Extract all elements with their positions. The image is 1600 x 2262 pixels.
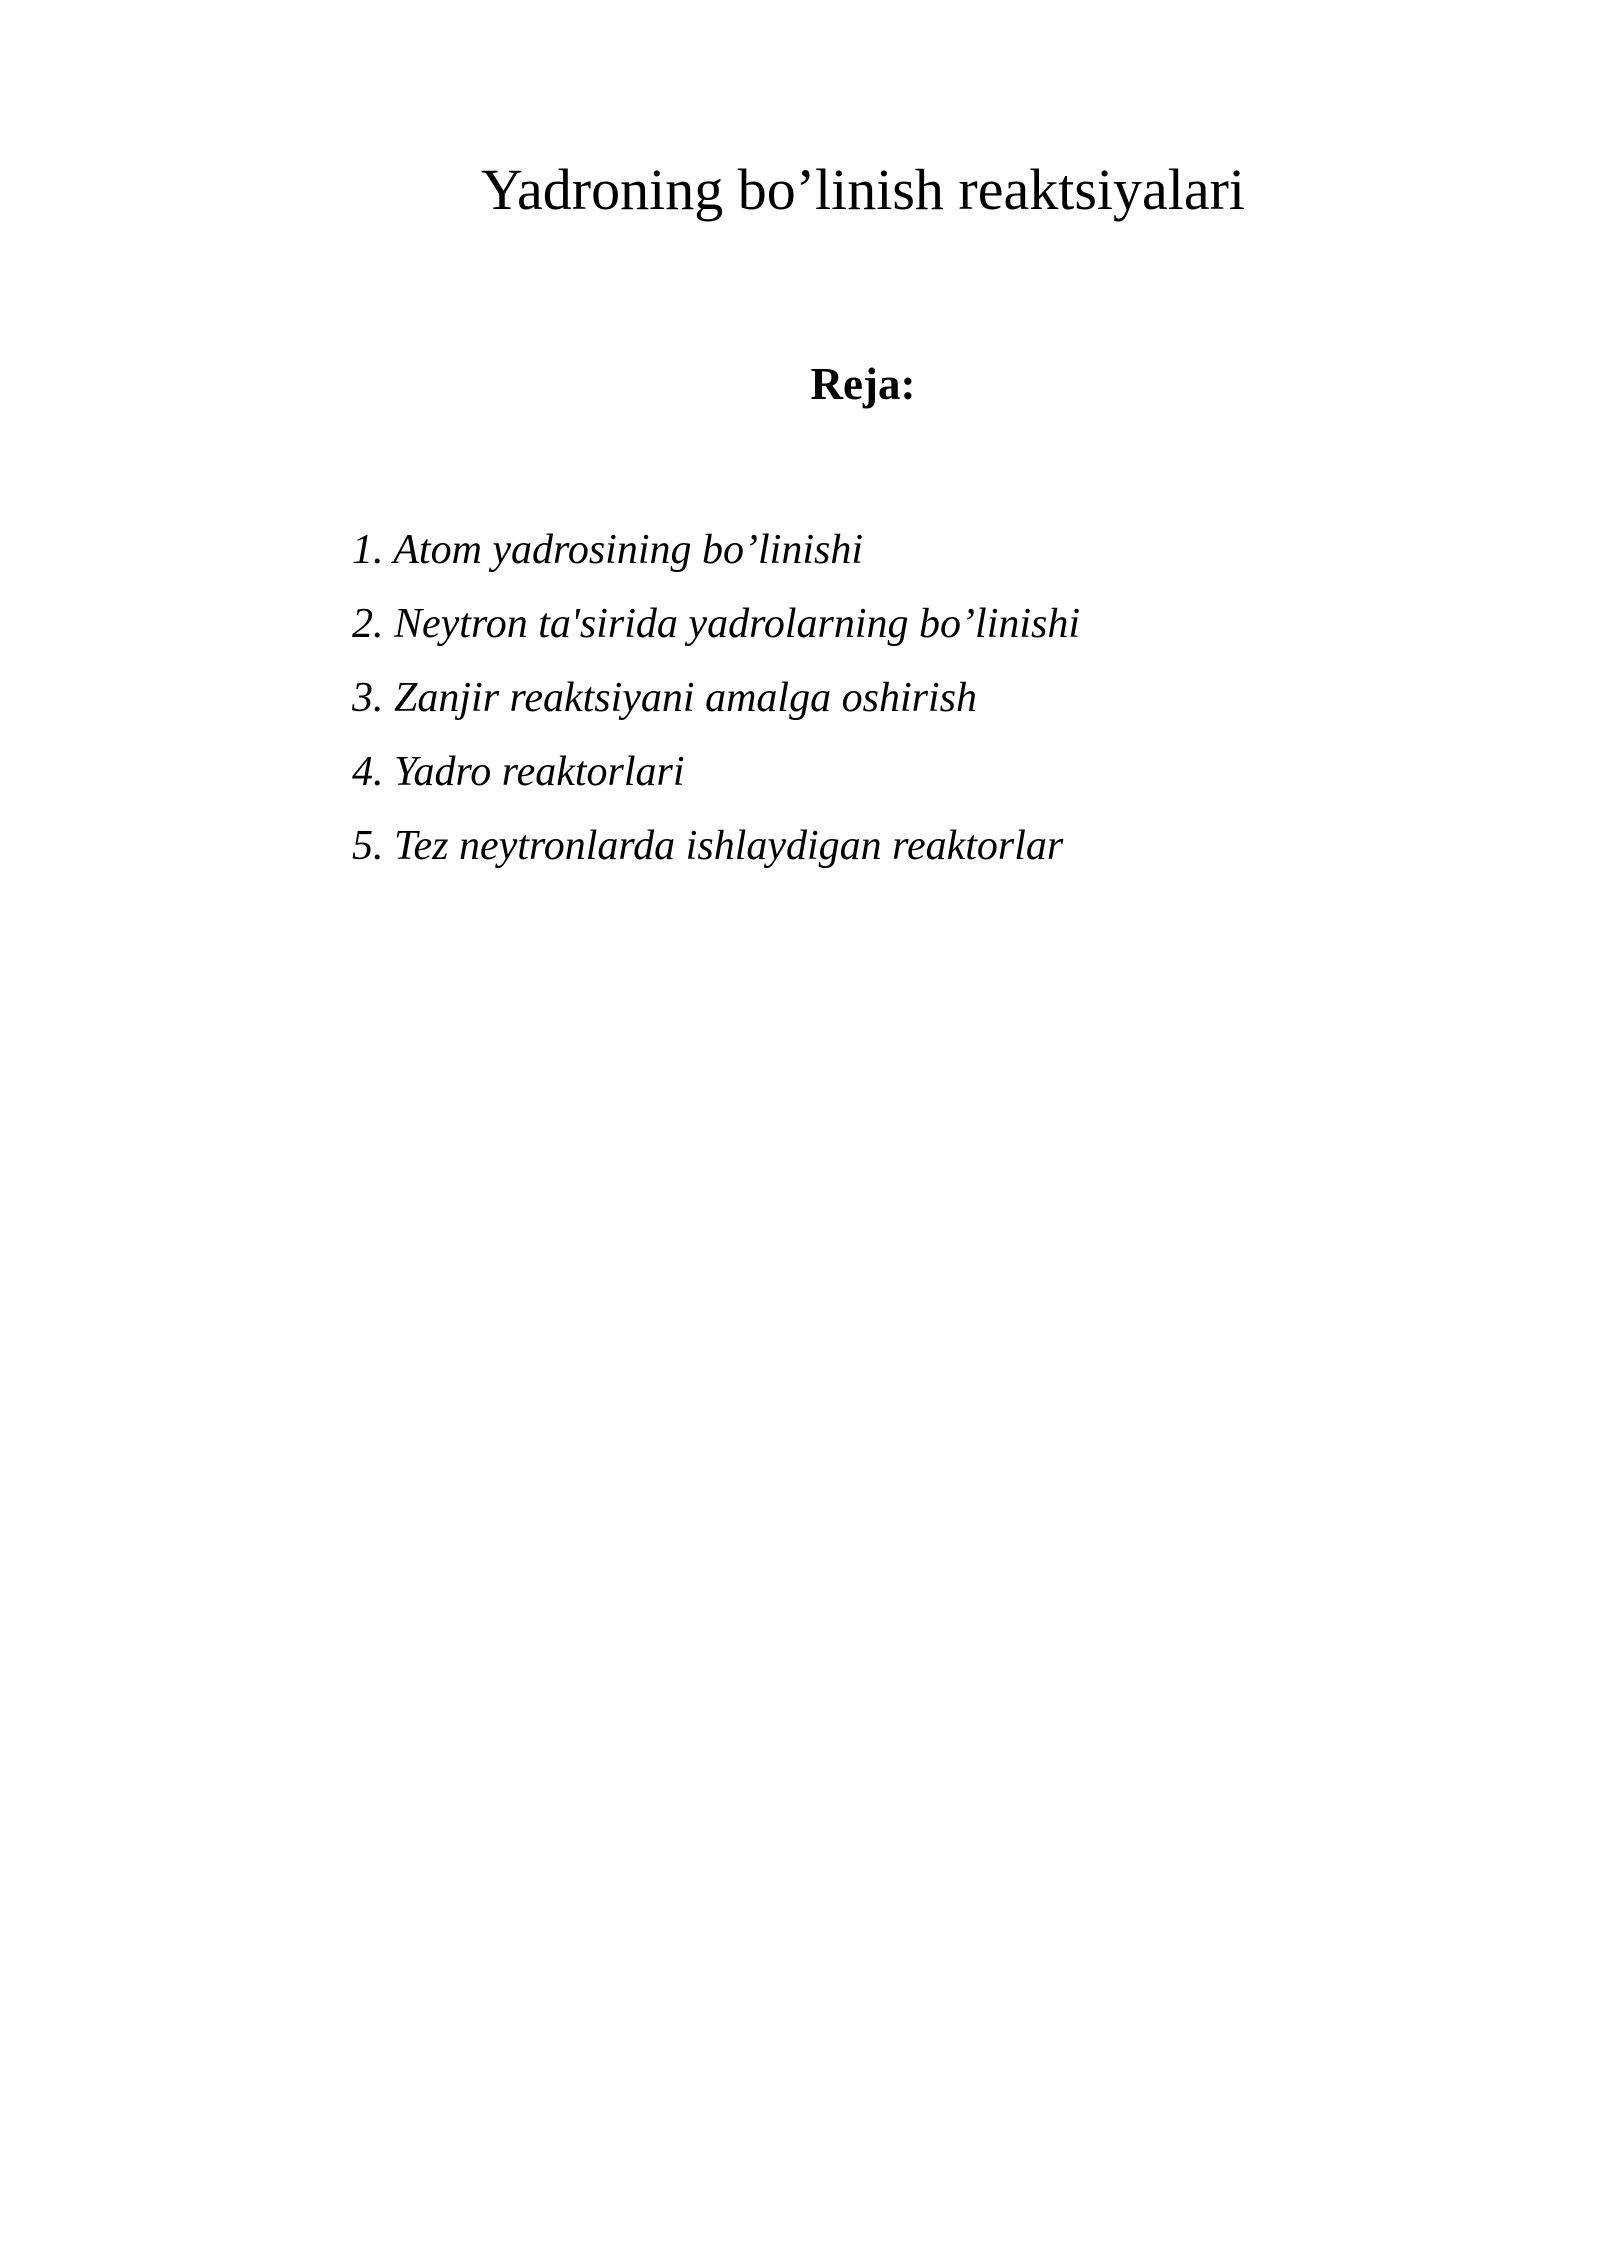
plan-item: 3. Zanjir reaktsiyani amalga oshirish [352,675,977,721]
plan-item: 2. Neytron ta'sirida yadrolarning bo’linishi [352,601,1081,647]
plan-item: 1. Atom yadrosining bo’linishi [352,527,864,573]
plan-list [352,513,1080,883]
plan-item: 5. Tez neytronlarda ishlaydigan reaktorlar [352,823,1064,869]
plan-item: 4. Yadro reaktorlari [352,749,685,795]
plan-heading: Reja: [810,359,916,409]
page-title: Yadroning bo’linish reaktsiyalari [480,157,1246,222]
